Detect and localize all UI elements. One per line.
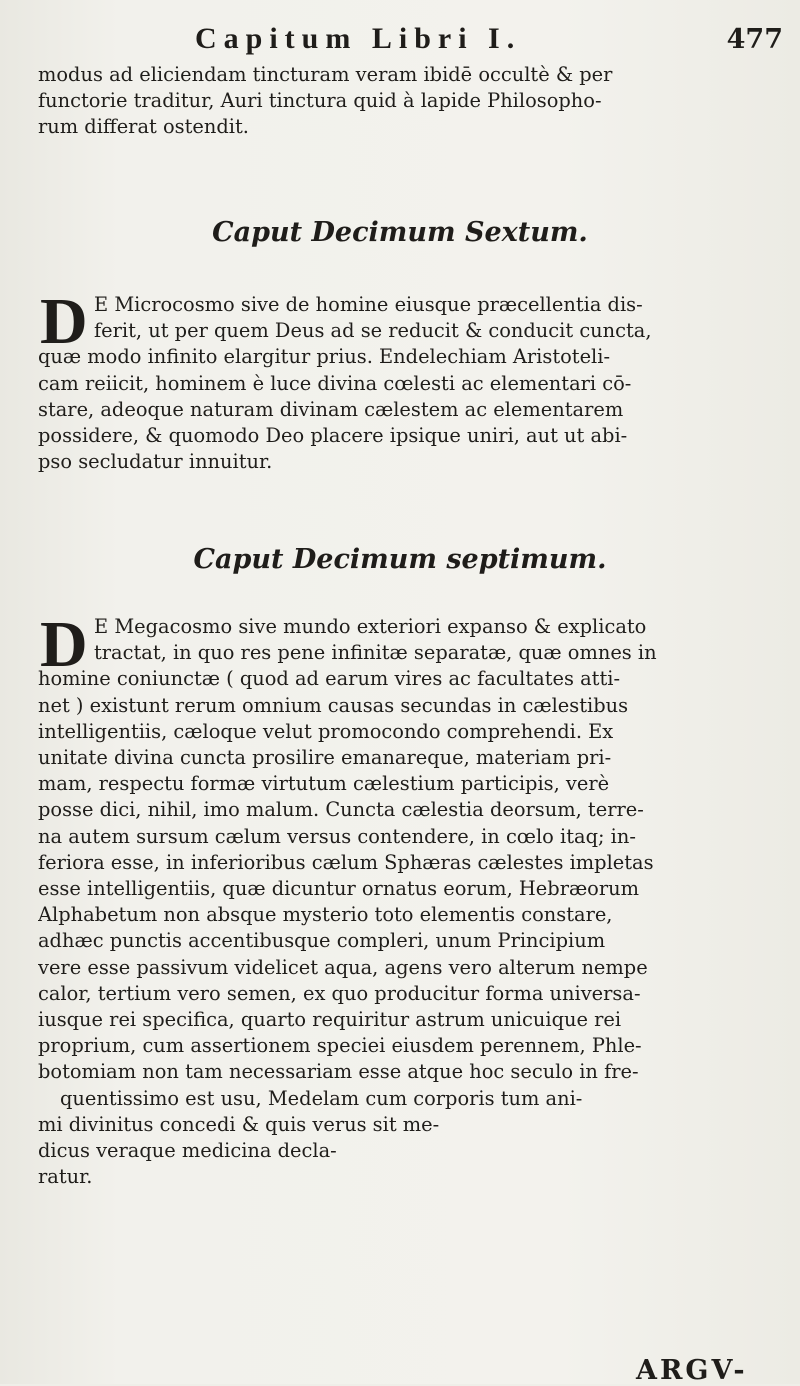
text-line: proprium, cum assertionem speciei eiusdem perennem, Phle- [38,1034,642,1058]
text-line: rum differat ostendit. [38,115,249,139]
text-line: quentissimo est usu, Medelam cum corporis tum ani- [60,1086,583,1110]
chapter-16-paragraph [38,292,782,475]
page-number: 477 [726,24,783,55]
text-line: modus ad eliciendam tincturam veram ibidē occultè & per [38,63,613,86]
text-line: tractat, in quo res pene infinitæ separatæ, quæ omnes in [94,641,657,665]
text-line: botomiam non tam necessariam esse atque hoc seculo in fre- [38,1060,639,1084]
text-line: iusque rei specifica, quarto requiritur astrum unicuique rei [38,1008,622,1032]
text-line: ferit, ut per quem Deus ad se reducit & conducit cuncta, [94,319,652,343]
text-line: E Megacosmo sive mundo exteriori expanso & explicato [94,615,647,638]
text-line: adhæc punctis accentibusque compleri, unum Principium [38,929,606,953]
text-line: Alphabetum non absque mysterio toto elementis constare, [38,903,613,927]
running-header [195,12,785,64]
chapter-heading-17: Caput Decimum septimum. [193,544,607,575]
text-line: ratur. [38,1165,93,1189]
text-line: unitate divina cuncta prosilire emanareque, materiam pri- [38,746,612,770]
drop-cap-16: D [40,285,88,358]
text-line: posse dici, nihil, imo malum. Cuncta cælestia deorsum, terre- [38,798,644,822]
text-line: calor, tertium vero semen, ex quo producitur forma universa- [38,981,641,1005]
chapter-17-paragraph [38,608,782,1190]
text-line: esse intelligentiis, quæ dicuntur ornatus eorum, Hebræorum [38,877,640,901]
text-line: vere esse passivum videlicet aqua, agens vero alterum nempe [38,955,648,979]
text-line: mi divinitus concedi & quis verus sit me- [38,1112,440,1136]
intro-paragraph [38,62,782,141]
text-line: functorie traditur, Auri tinctura quid à lapide Philosopho- [38,89,602,113]
chapter-heading-16: Caput Decimum Sextum. [212,217,588,248]
text-line: E Microcosmo sive de homine eiusque præcellentia dis- [94,293,643,316]
catchword: ARGV- [636,1355,748,1386]
text-line: homine coniunctæ ( quod ad earum vires ac facultates atti- [38,667,621,691]
text-line: feriora esse, in inferioribus cælum Sphæras cælestes impletas [38,850,654,874]
text-line: na autem sursum cælum versus contendere, in cœlo itaq; in- [38,824,636,848]
text-line: dicus veraque medicina decla- [38,1139,337,1163]
drop-cap-17: D [40,608,88,681]
text-line: intelligentiis, cæloque velut promocondo comprehendi. Ex [38,719,614,743]
running-title: Capitum Libri I. [195,22,522,55]
text-line: stare, adeoque naturam divinam cælestem ac elementarem [38,397,624,421]
text-line: quæ modo infinito elargitur prius. Endelechiam Aristoteli- [38,345,611,369]
text-line: cam reiicit, hominem è luce divina cœlesti ac elementari cō- [38,371,632,395]
text-line: possidere, & quomodo Deo placere ipsique uniri, aut ut abi- [38,424,628,448]
text-line: net ) existunt rerum omnium causas secundas in cælestibus [38,693,629,717]
text-line: mam, respectu formæ virtutum cælestium participis, verè [38,772,610,796]
text-line: pso secludatur innuitur. [38,450,273,474]
